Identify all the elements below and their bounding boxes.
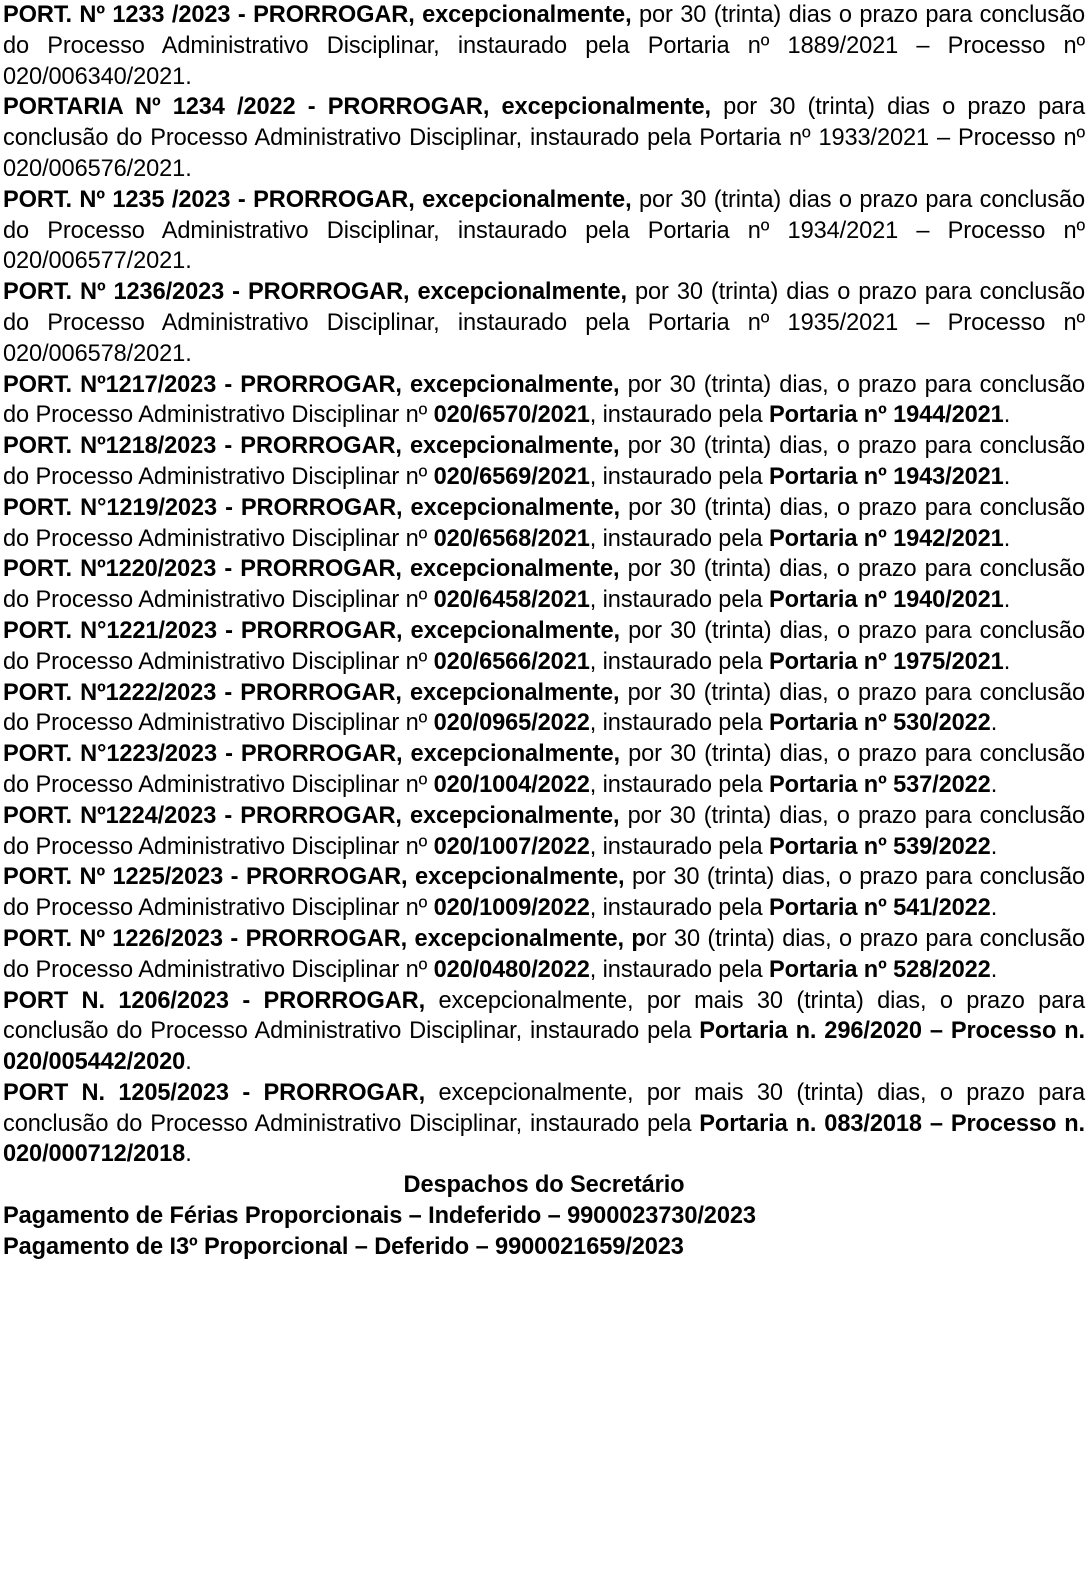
entry-body: por 30 (trinta) dias, o prazo para conclusão do Processo Administrativo Disciplinar nº [3,494,1085,552]
portaria-entry-1206 [3,986,1085,1078]
entry-portaria-ref: Portaria nº 528/2022 [768,956,991,983]
entry-lead: PORT. Nº1220/2023 - PRORROGAR, excepcionalmente, [3,556,620,583]
entry-body: excepcionalmente, por mais 30 (trinta) dias, o prazo para conclusão do Processo Administrativo Disciplinar, instaurado pela [3,987,1085,1045]
entry-body: por 30 (trinta) dias, o prazo para conclusão do Processo Administrativo Disciplinar nº [3,371,1085,429]
entry-end: . [990,833,998,860]
portaria-entry-1220 [3,554,1085,616]
entry-body: por 30 (trinta) dias, o prazo para conclusão do Processo Administrativo Disciplinar nº [3,741,1085,798]
entry-lead: PORT. Nº 1225/2023 - PRORROGAR, excepcionalmente, [3,864,625,891]
entry-process-number: 020/6569/2021 [433,463,590,490]
portaria-entry-1225 [3,862,1085,924]
entry-body: por 30 (trinta) dias o prazo para conclusão do Processo Administrativo Disciplinar, instaurado pela Portaria nº 1934/2021 – Processo nº 020/006577/2021. [3,186,1086,275]
entry-body: por 30 (trinta) dias, o prazo para conclusão do Processo Administrativo Disciplinar nº [3,433,1085,490]
section-heading: Despachos do Secretário [403,1172,685,1199]
entry-body: por 30 (trinta) dias o prazo para conclusão do Processo Administrativo Disciplinar, instaurado pela Portaria nº 1935/2021 – Processo nº 020/006578/2021. [3,279,1086,367]
entry-lead: PORT. Nº 1226/2023 - PRORROGAR, excepcionalmente, p [3,925,646,952]
entry-end: . [1003,463,1011,490]
entry-mid: , instaurado pela [589,402,769,429]
entry-lead: PORT. Nº1222/2023 - PRORROGAR, excepcionalmente, [3,679,620,706]
entry-end: . [1003,587,1011,614]
portaria-entry-1226 [3,924,1085,986]
entry-lead: PORT. Nº1224/2023 - PRORROGAR, excepcionalmente, [3,802,620,829]
entry-mid: , instaurado pela [589,463,769,490]
entry-lead: PORT. Nº 1233 /2023 - PRORROGAR, excepcionalmente, [3,2,632,28]
entry-end: . [1003,402,1011,429]
entry-portaria-ref: Portaria n. 083/2018 – Processo n. 020/000712/2018 [3,1110,1085,1168]
entry-portaria-ref: Portaria nº 1975/2021 [768,648,1004,675]
entry-mid: , instaurado pela [589,648,769,675]
despacho-line-13o: Pagamento de I3º Proporcional – Deferido – 9900021659/2023 [3,1233,684,1260]
entry-lead: PORT. N°1221/2023 - PRORROGAR, excepcionalmente, [3,617,620,644]
portaria-entry-1219 [3,493,1085,555]
portaria-entry-1224 [3,801,1085,863]
entry-lead: PORTARIA Nº 1234 /2022 - PRORROGAR, excepcionalmente, [3,94,711,121]
entry-end: . [990,771,998,798]
portaria-entry-1236 [3,277,1085,369]
entry-end: . [990,710,998,737]
entry-lead: PORT N. 1206/2023 - PRORROGAR, [3,987,426,1014]
entry-body: por 30 (trinta) dias o prazo para conclusão do Processo Administrativo Disciplinar, instaurado pela Portaria nº 1933/2021 – Processo nº 020/006576/2021. [3,94,1085,182]
entry-process-number: 020/1004/2022 [433,771,590,798]
entry-process-number: 020/0965/2022 [433,710,590,737]
entry-portaria-ref: Portaria nº 537/2022 [768,771,991,798]
entry-lead: PORT. Nº 1235 /2023 - PRORROGAR, excepcionalmente, [3,186,632,213]
entry-lead: PORT N. 1205/2023 - PRORROGAR, [3,1079,426,1106]
entry-end: . [990,956,998,983]
entry-process-number: 020/1009/2022 [433,895,590,922]
entry-portaria-ref: Portaria nº 539/2022 [768,833,991,860]
entry-process-number: 020/6458/2021 [433,587,590,614]
entry-end: . [185,1141,192,1168]
entry-portaria-ref: Portaria nº 1943/2021 [768,463,1004,490]
entry-body: por 30 (trinta) dias, o prazo para conclusão do Processo Administrativo Disciplinar nº [3,864,1085,922]
entry-mid: , instaurado pela [589,956,769,983]
portaria-entry-1235 [3,185,1085,277]
entry-lead: PORT. Nº1217/2023 - PRORROGAR, excepcionalmente, [3,371,620,398]
portaria-entry-1222 [3,678,1085,740]
entry-body: por 30 (trinta) dias o prazo para conclusão do Processo Administrativo Disciplinar, instaurado pela Portaria nº 1889/2021 – Processo nº 020/006340/2021. [3,2,1086,90]
portaria-entry-1223 [3,739,1085,801]
entry-portaria-ref: Portaria nº 530/2022 [768,710,991,737]
entry-lead: PORT. N°1223/2023 - PRORROGAR, excepcionalmente, [3,741,620,768]
entry-portaria-ref: Portaria nº 1940/2021 [768,587,1004,614]
entry-lead: PORT. Nº1218/2023 - PRORROGAR, excepcionalmente, [3,433,620,460]
entry-portaria-ref: Portaria nº 541/2022 [768,895,991,922]
entry-end: . [1003,525,1011,552]
entry-body: or 30 (trinta) dias, o prazo para conclusão do Processo Administrativo Disciplinar nº [3,925,1085,983]
portaria-entry-1221 [3,616,1085,678]
entry-process-number: 020/6570/2021 [433,402,590,429]
entry-process-number: 020/0480/2022 [433,956,590,983]
entry-end: . [1003,648,1011,675]
despacho-line-ferias: Pagamento de Férias Proporcionais – Indeferido – 9900023730/2023 [3,1203,756,1230]
portaria-entry-1218 [3,431,1085,493]
portaria-entry-1217 [3,370,1085,432]
entry-lead: PORT. Nº 1236/2023 - PRORROGAR, excepcionalmente, [3,279,627,306]
entry-body: por 30 (trinta) dias, o prazo para conclusão do Processo Administrativo Disciplinar nº [3,556,1085,614]
entry-portaria-ref: Portaria n. 296/2020 – Processo n. 020/005442/2020 [3,1018,1085,1076]
entry-mid: , instaurado pela [589,587,769,614]
entry-end: . [185,1049,192,1076]
entry-portaria-ref: Portaria nº 1944/2021 [768,402,1004,429]
portaria-entry-1233 [3,0,1085,92]
entry-body: por 30 (trinta) dias, o prazo para conclusão do Processo Administrativo Disciplinar nº [3,617,1085,675]
entry-end: . [990,895,998,922]
entry-portaria-ref: Portaria nº 1942/2021 [768,525,1004,552]
entry-mid: , instaurado pela [589,895,769,922]
entry-mid: , instaurado pela [589,833,769,860]
entry-process-number: 020/6566/2021 [433,648,590,675]
entry-process-number: 020/6568/2021 [433,525,590,552]
entry-mid: , instaurado pela [589,771,769,798]
entry-body: por 30 (trinta) dias, o prazo para conclusão do Processo Administrativo Disciplinar nº [3,802,1085,860]
portaria-entry-1234 [3,92,1085,184]
entry-process-number: 020/1007/2022 [433,833,590,860]
entry-body: por 30 (trinta) dias, o prazo para conclusão do Processo Administrativo Disciplinar nº [3,679,1085,737]
entry-mid: , instaurado pela [589,525,769,552]
portaria-entry-1205 [3,1078,1085,1170]
entry-body: excepcionalmente, por mais 30 (trinta) dias, o prazo para conclusão do Processo Administrativo Disciplinar, instaurado pela [3,1079,1085,1137]
entry-mid: , instaurado pela [589,710,769,737]
entry-lead: PORT. N°1219/2023 - PRORROGAR, excepcionalmente, [3,494,620,521]
